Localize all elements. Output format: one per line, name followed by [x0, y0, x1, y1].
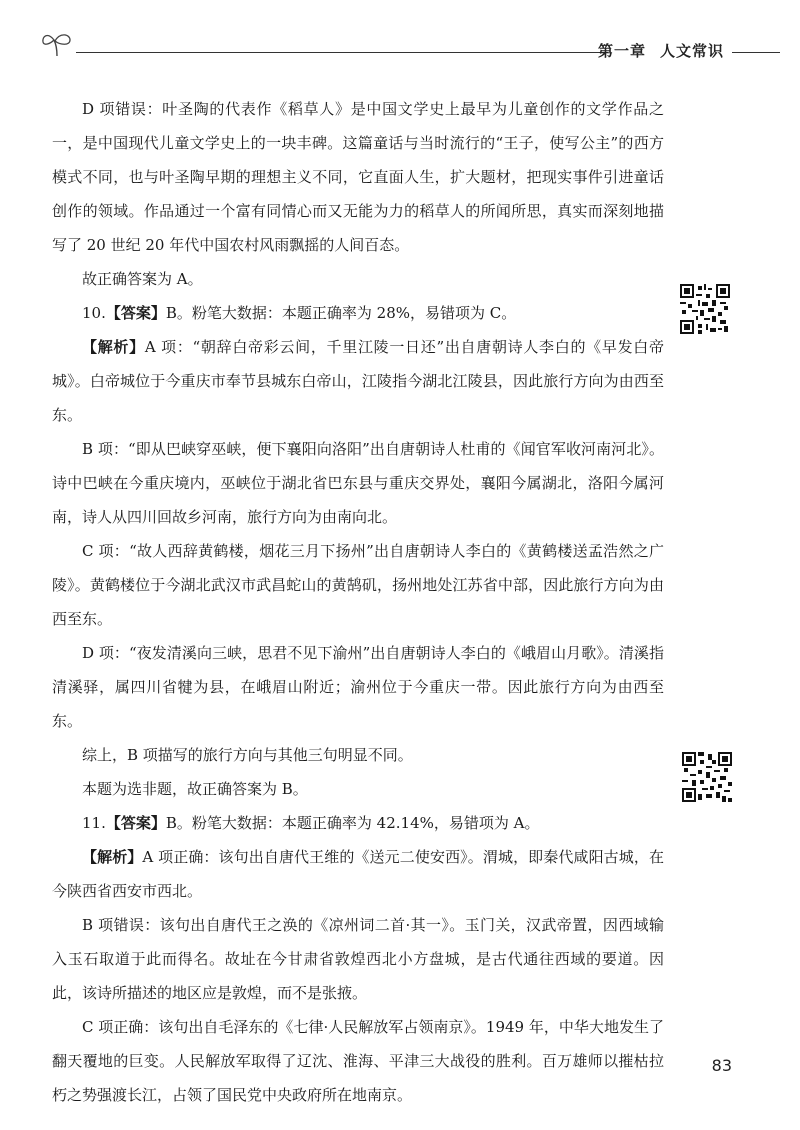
- q10-conclusion: 本题为选非题，故正确答案为 B。: [82, 780, 308, 798]
- chapter-number: 第一章: [597, 42, 646, 60]
- q10-number: 10.: [82, 304, 106, 322]
- paragraph-d-option: D 项错误：叶圣陶的代表作《稻草人》是中国文学史上最早为儿童创作的文学作品之一，是中国现代儿童文学史上的一块丰碑。这篇童话与当时流行的“王子，使写公主”的西方模式不同，也与叶圣陶早期的理想主义不同，它直面人生，扩大题材，把现实事件引进童话创作的领域。作品通过一个富有同情心而又无能为力的稻草人的所闻所思，真实而深刻地描写了 20 世纪 20 年代中国农村风雨飘摇的人间百态。: [52, 100, 664, 254]
- paragraph-answer-a: 故正确答案为 A。: [82, 270, 203, 288]
- header-rule-right: [732, 52, 780, 53]
- chapter-title: [598, 40, 724, 61]
- q11-option-c: C 项正确：该句出自毛泽东的《七律·人民解放军占领南京》。1949 年，中华大地发生了翻天覆地的巨变。人民解放军取得了辽沈、淮海、平津三大战役的胜利。百万雄师以摧枯拉朽之势强渡长江，占领了国民党中央政府所在地南京。: [52, 1018, 664, 1104]
- qr-code-icon[interactable]: [680, 284, 730, 334]
- q11-answer: [52, 806, 664, 840]
- q11-analysis: [52, 840, 664, 908]
- page-number: 83: [711, 1056, 732, 1075]
- q10-answer-text: B。粉笔大数据：本题正确率为 28%，易错项为 C。: [165, 304, 517, 322]
- q11-option-b: B 项错误：该句出自唐代王之涣的《凉州词二首·其一》。玉门关，汉武帝置，因西域输入玉石取道于此而得名。故址在今甘肃省敦煌西北小方盘城，是古代通往西域的要道。因此，该诗所描述的地区应是敦煌，而不是张掖。: [52, 916, 664, 1002]
- q10-option-d: D 项：“夜发清溪向三峡，思君不见下渝州”出自唐朝诗人李白的《峨眉山月歌》。清溪指清溪驿，属四川省犍为县，在峨眉山附近；渝州位于今重庆一带。因此旅行方向为由西至东。: [52, 644, 664, 730]
- q10-answer: [52, 296, 664, 330]
- q10-answer-tag: 【答案】: [105, 304, 166, 322]
- chapter-name: 人文常识: [659, 42, 724, 60]
- q10-analysis: [52, 330, 664, 432]
- q11-answer-text: B。粉笔大数据：本题正确率为 42.14%，易错项为 A。: [165, 814, 540, 832]
- q10-option-c: C 项：“故人西辞黄鹤楼，烟花三月下扬州”出自唐朝诗人李白的《黄鹤楼送孟浩然之广陵》。黄鹤楼位于今湖北武汉市武昌蛇山的黄鹄矶，扬州地处江苏省中部，因此旅行方向为由西至东。: [52, 542, 664, 628]
- sprout-icon: [40, 28, 74, 58]
- q11-analysis-a: A 项正确：该句出自唐代王维的《送元二使安西》。渭城，即秦代咸阳古城，在今陕西省西安市西北。: [52, 848, 664, 900]
- q10-analysis-tag: 【解析】: [82, 338, 145, 356]
- q11-analysis-tag: 【解析】: [82, 848, 143, 866]
- q10-summary: 综上，B 项描写的旅行方向与其他三句明显不同。: [82, 746, 413, 764]
- header-rule-left: [76, 52, 608, 53]
- page-header: [40, 28, 780, 68]
- q11-number: 11.: [82, 814, 106, 832]
- q11-answer-tag: 【答案】: [105, 814, 166, 832]
- q10-option-b: B 项：“即从巴峡穿巫峡，便下襄阳向洛阳”出自唐朝诗人杜甫的《闻官军收河南河北》。诗中巴峡在今重庆境内，巫峡位于湖北省巴东县与重庆交界处，襄阳今属湖北，洛阳今属河南，诗人从四川回故乡河南，旅行方向为由南向北。: [52, 440, 664, 526]
- qr-code-icon[interactable]: [682, 752, 732, 802]
- page-body: [52, 92, 664, 1112]
- q10-analysis-a: A 项：“朝辞白帝彩云间，千里江陵一日还”出自唐朝诗人李白的《早发白帝城》。白帝城位于今重庆市奉节县城东白帝山，江陵指今湖北江陵县，因此旅行方向为由西至东。: [52, 338, 664, 424]
